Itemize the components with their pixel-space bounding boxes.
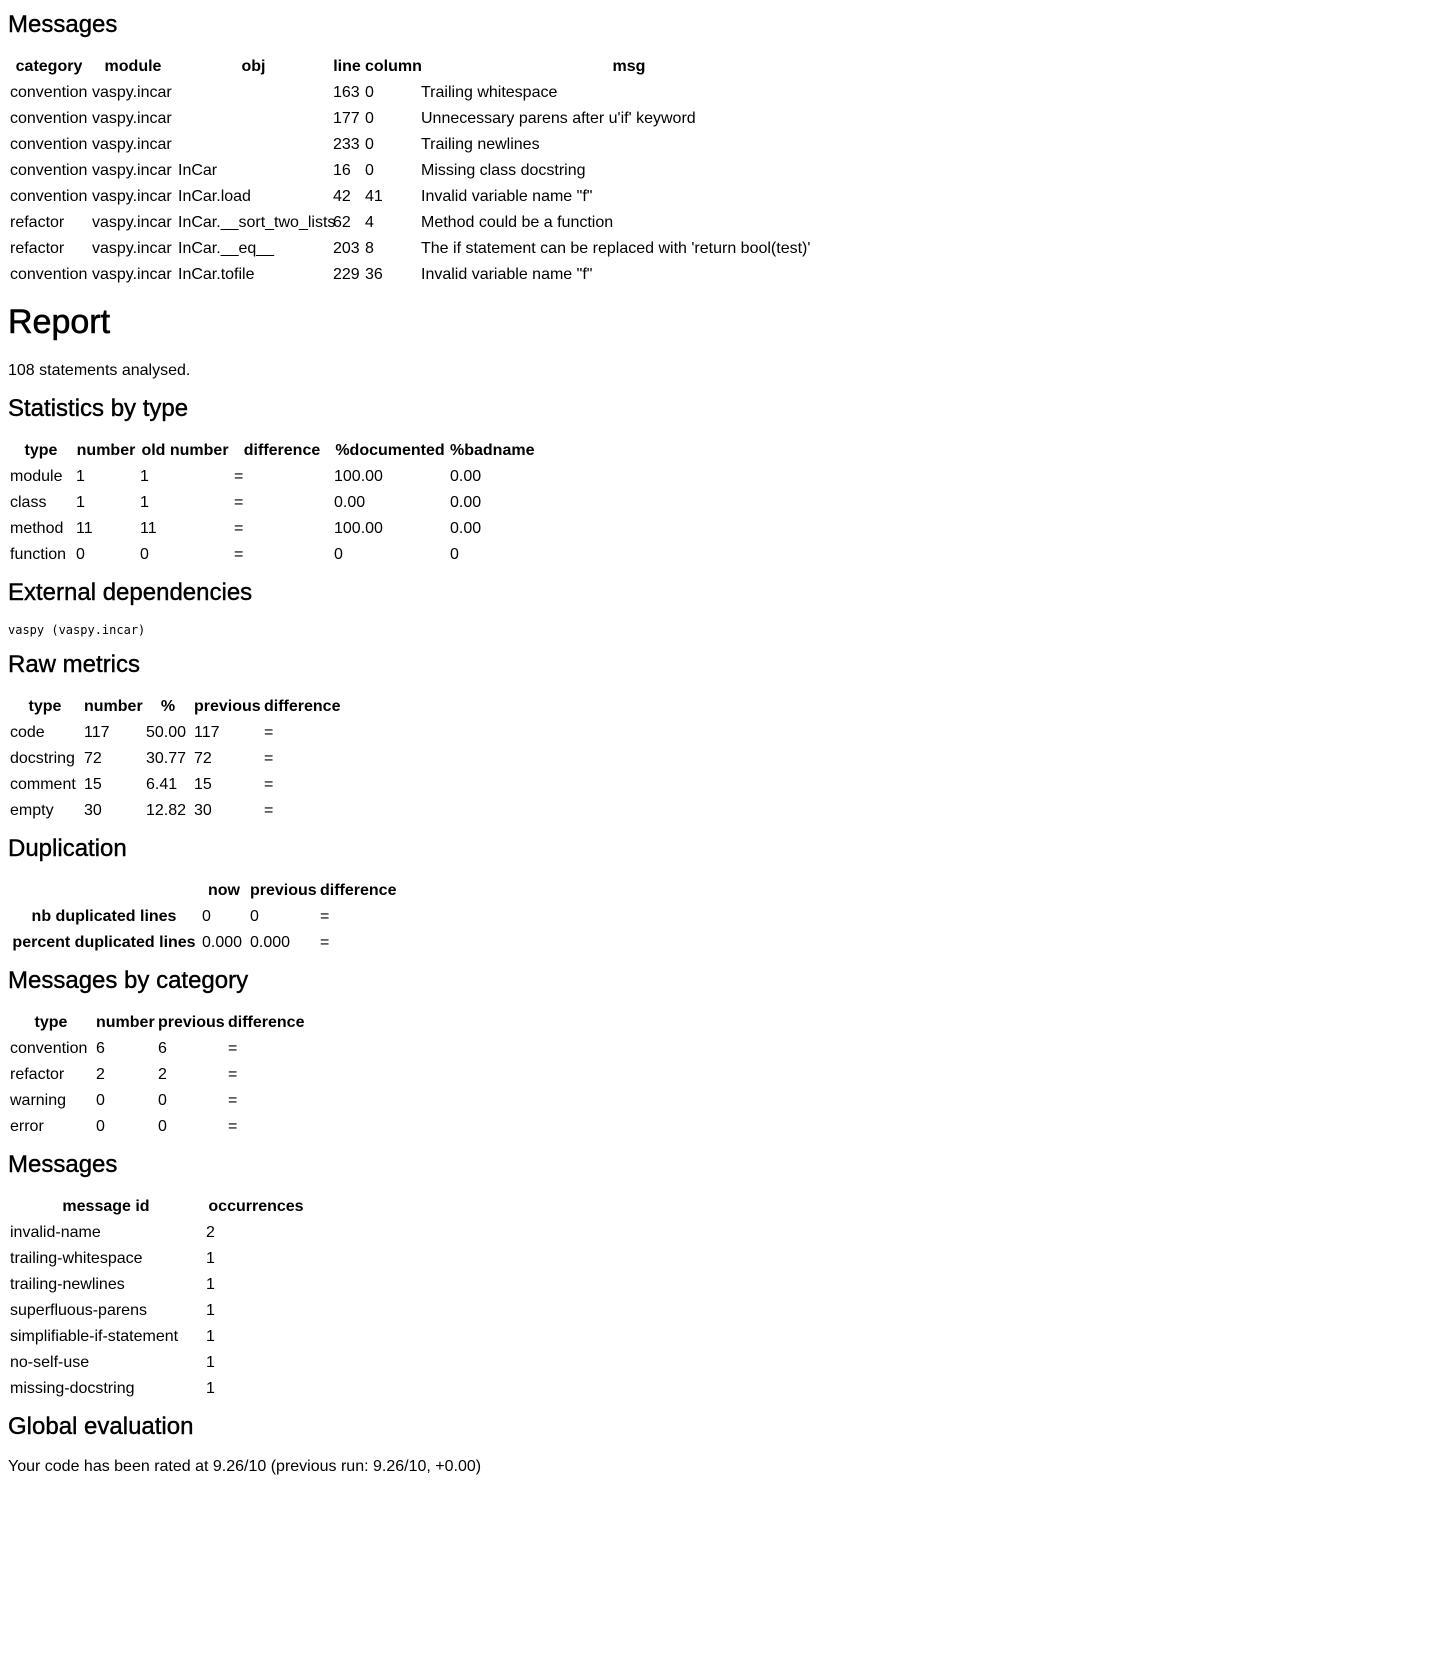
table-row xyxy=(8,184,839,210)
messages-heading: Messages xyxy=(8,11,118,38)
table-cell: = xyxy=(234,468,244,485)
table-cell: class xyxy=(10,494,47,511)
external-dependencies-tree: vaspy (vaspy.incar) xyxy=(8,623,146,637)
table-cell: InCar.load xyxy=(178,188,251,205)
table-cell: docstring xyxy=(10,750,75,767)
table-cell: = xyxy=(234,520,244,537)
table-cell: 177 xyxy=(333,110,360,127)
table-cell: = xyxy=(234,546,244,563)
table-cell: 0 xyxy=(450,546,459,563)
column-header: previous xyxy=(250,882,317,899)
messages-table xyxy=(8,54,839,288)
table-cell: 0 xyxy=(365,84,374,101)
table-cell: 41 xyxy=(365,188,383,205)
column-header: msg xyxy=(612,58,646,75)
table-cell: 0 xyxy=(140,546,149,563)
table-row xyxy=(8,1350,308,1376)
table-cell: 42 xyxy=(333,188,351,205)
report-heading: Report xyxy=(8,303,111,341)
table-cell: 0.00 xyxy=(450,494,482,511)
table-cell: 30.77 xyxy=(146,750,187,767)
table-header-row xyxy=(8,1194,308,1220)
stats-by-type-heading: Statistics by type xyxy=(8,395,189,422)
table-cell: 100.00 xyxy=(334,520,383,537)
column-header: difference xyxy=(243,442,321,459)
table-cell: 0 xyxy=(250,908,259,925)
table-cell: 117 xyxy=(84,724,110,741)
table-cell: InCar xyxy=(178,162,218,179)
table-cell: 1 xyxy=(76,494,85,511)
table-cell: 0.00 xyxy=(334,494,366,511)
global-evaluation-heading: Global evaluation xyxy=(8,1413,194,1440)
table-cell: invalid-name xyxy=(10,1224,101,1241)
table-cell: simplifiable-if-statement xyxy=(10,1328,179,1345)
table-cell: 0.00 xyxy=(450,520,482,537)
table-cell: InCar.tofile xyxy=(178,266,255,283)
table-row xyxy=(8,1088,304,1114)
raw-metrics-table xyxy=(8,694,340,824)
table-cell: 30 xyxy=(194,802,212,819)
table-row xyxy=(8,720,340,746)
table-cell: method xyxy=(10,520,64,537)
messages-summary-heading: Messages xyxy=(8,1151,118,1178)
column-header: module xyxy=(104,58,162,75)
table-header-row xyxy=(8,438,532,464)
table-cell: InCar.__eq__ xyxy=(178,240,275,257)
table-cell: The if statement can be replaced with 'return bool(test)' xyxy=(421,240,811,257)
table-cell: code xyxy=(10,724,45,741)
table-cell: superfluous-parens xyxy=(10,1302,147,1319)
table-cell: 36 xyxy=(365,266,383,283)
table-row xyxy=(8,772,340,798)
column-header: type xyxy=(28,698,62,715)
table-cell: vaspy.incar xyxy=(92,162,172,179)
table-row xyxy=(8,1246,308,1272)
column-header: number xyxy=(84,698,143,715)
table-cell: 0 xyxy=(365,136,374,153)
column-header: difference xyxy=(320,882,397,899)
table-cell: module xyxy=(10,468,63,485)
column-header: old number xyxy=(141,442,229,459)
table-cell: 11 xyxy=(76,520,93,537)
table-cell: refactor xyxy=(10,214,65,231)
table-cell: 1 xyxy=(206,1380,215,1397)
table-cell: 0 xyxy=(334,546,343,563)
table-cell: vaspy.incar xyxy=(92,214,172,231)
table-cell: missing-docstring xyxy=(10,1380,135,1397)
column-header: line xyxy=(333,58,361,75)
column-header: occurrences xyxy=(208,1198,304,1215)
table-cell: Invalid variable name "f" xyxy=(421,266,593,283)
column-header: % xyxy=(160,698,176,715)
table-cell: vaspy.incar xyxy=(92,188,172,205)
table-cell: convention xyxy=(10,136,88,153)
table-cell: 2 xyxy=(206,1224,215,1241)
column-header: number xyxy=(76,442,136,459)
table-header-row xyxy=(8,1010,304,1036)
table-cell: Trailing newlines xyxy=(421,136,540,153)
table-cell: warning xyxy=(10,1092,67,1109)
column-header: category xyxy=(15,58,83,75)
table-row xyxy=(8,516,532,542)
table-row xyxy=(8,1376,308,1402)
column-header: previous xyxy=(194,698,261,715)
table-cell xyxy=(176,80,331,106)
table-cell: 0 xyxy=(158,1092,167,1109)
table-cell: 11 xyxy=(140,520,157,537)
table-row xyxy=(8,464,532,490)
column-header: obj xyxy=(241,58,266,75)
table-cell: InCar.__sort_two_lists xyxy=(178,214,336,231)
table-cell: 1 xyxy=(206,1354,215,1371)
table-cell: 0.000 xyxy=(250,934,291,951)
table-cell: 0 xyxy=(96,1118,105,1135)
table-cell: no-self-use xyxy=(10,1354,90,1371)
table-cell: 6 xyxy=(158,1040,167,1057)
table-cell: nb duplicated lines xyxy=(31,908,177,925)
table-cell: = xyxy=(228,1118,238,1135)
table-cell: Method could be a function xyxy=(421,214,614,231)
table-row xyxy=(8,1272,308,1298)
table-row xyxy=(8,904,396,930)
table-cell: refactor xyxy=(10,1066,65,1083)
table-cell: 2 xyxy=(96,1066,105,1083)
table-cell: 229 xyxy=(333,266,360,283)
table-cell: = xyxy=(320,934,330,951)
table-row xyxy=(8,798,340,824)
table-cell: empty xyxy=(10,802,54,819)
table-cell: 0.000 xyxy=(202,934,243,951)
table-cell: convention xyxy=(10,84,88,101)
table-row xyxy=(8,1114,304,1140)
table-cell: = xyxy=(320,908,330,925)
table-cell: trailing-newlines xyxy=(10,1276,125,1293)
table-cell: 62 xyxy=(333,214,351,231)
table-row xyxy=(8,542,532,568)
table-cell: 117 xyxy=(194,724,220,741)
table-row xyxy=(8,1298,308,1324)
table-row xyxy=(8,1220,308,1246)
table-row xyxy=(8,236,839,262)
table-cell: 15 xyxy=(84,776,102,793)
table-cell: error xyxy=(10,1118,44,1135)
table-cell: convention xyxy=(10,162,88,179)
column-header xyxy=(8,878,200,904)
table-cell: 50.00 xyxy=(146,724,187,741)
table-cell: 6 xyxy=(96,1040,105,1057)
duplication-table xyxy=(8,878,396,956)
table-row xyxy=(8,106,839,132)
table-cell: = xyxy=(228,1040,238,1057)
messages-by-category-table xyxy=(8,1010,304,1140)
table-header-row xyxy=(8,54,839,80)
column-header: difference xyxy=(264,698,341,715)
messages-by-category-heading: Messages by category xyxy=(8,967,249,994)
table-cell: function xyxy=(10,546,67,563)
table-cell: 100.00 xyxy=(334,468,383,485)
table-row xyxy=(8,262,839,288)
table-cell xyxy=(176,106,331,132)
table-cell: refactor xyxy=(10,240,65,257)
table-cell: 12.82 xyxy=(146,802,187,819)
table-cell: convention xyxy=(10,1040,88,1057)
table-cell: 1 xyxy=(140,468,149,485)
table-header-row xyxy=(8,694,340,720)
global-evaluation-text: Your code has been rated at 9.26/10 (previous run: 9.26/10, +0.00) xyxy=(8,1458,482,1475)
column-header: difference xyxy=(228,1014,305,1031)
raw-metrics-heading: Raw metrics xyxy=(8,651,141,678)
table-cell: 8 xyxy=(365,240,374,257)
table-cell: 1 xyxy=(206,1250,215,1267)
table-row xyxy=(8,490,532,516)
table-row xyxy=(8,210,839,236)
table-cell: 1 xyxy=(206,1276,215,1293)
table-cell: = xyxy=(264,724,274,741)
table-row xyxy=(8,1324,308,1350)
table-cell: 72 xyxy=(84,750,102,767)
table-cell: Missing class docstring xyxy=(421,162,586,179)
table-cell: vaspy.incar xyxy=(92,240,172,257)
table-row xyxy=(8,1036,304,1062)
table-row xyxy=(8,930,396,956)
table-cell: Invalid variable name "f" xyxy=(421,188,593,205)
table-cell: vaspy.incar xyxy=(92,266,172,283)
statements-summary: 108 statements analysed. xyxy=(8,362,191,379)
column-header: previous xyxy=(158,1014,225,1031)
column-header: message id xyxy=(62,1198,150,1215)
table-cell: = xyxy=(234,494,244,511)
table-cell: = xyxy=(228,1092,238,1109)
table-cell: = xyxy=(264,776,274,793)
table-row xyxy=(8,158,839,184)
table-row xyxy=(8,1062,304,1088)
column-header: column xyxy=(365,58,422,75)
table-row xyxy=(8,80,839,106)
table-cell: 72 xyxy=(194,750,212,767)
table-cell: percent duplicated lines xyxy=(12,934,196,951)
table-header-row xyxy=(8,878,396,904)
table-cell: comment xyxy=(10,776,76,793)
table-cell: 6.41 xyxy=(146,776,178,793)
table-cell: Unnecessary parens after u'if' keyword xyxy=(421,110,696,127)
table-cell: = xyxy=(264,750,274,767)
column-header: %documented xyxy=(335,442,445,459)
table-cell: 15 xyxy=(194,776,212,793)
external-dependencies-heading: External dependencies xyxy=(8,579,253,606)
table-cell: 1 xyxy=(206,1328,215,1345)
table-cell: 233 xyxy=(333,136,360,153)
table-cell: convention xyxy=(10,188,88,205)
table-cell: 163 xyxy=(333,84,360,101)
table-cell: convention xyxy=(10,266,88,283)
table-cell: 16 xyxy=(333,162,351,179)
table-cell: Trailing whitespace xyxy=(421,84,558,101)
table-cell: 2 xyxy=(158,1066,167,1083)
table-cell: vaspy.incar xyxy=(92,136,172,153)
table-cell: 0.00 xyxy=(450,468,482,485)
table-cell: 0 xyxy=(96,1092,105,1109)
column-header: type xyxy=(34,1014,68,1031)
stats-by-type-table xyxy=(8,438,535,568)
pylint-report-page xyxy=(0,10,1440,1478)
table-cell: vaspy.incar xyxy=(92,110,172,127)
table-cell: 203 xyxy=(333,240,360,257)
column-header: now xyxy=(208,882,240,899)
table-cell: 0 xyxy=(202,908,211,925)
column-header: number xyxy=(96,1014,155,1031)
table-cell: = xyxy=(228,1066,238,1083)
duplication-heading: Duplication xyxy=(8,835,127,862)
table-row xyxy=(8,746,340,772)
table-cell: convention xyxy=(10,110,88,127)
messages-summary-table xyxy=(8,1194,308,1402)
table-cell: 0 xyxy=(76,546,85,563)
table-cell: 1 xyxy=(140,494,149,511)
table-cell: 0 xyxy=(365,110,374,127)
table-cell xyxy=(176,132,331,158)
table-cell: 30 xyxy=(84,802,102,819)
table-cell: trailing-whitespace xyxy=(10,1250,143,1267)
column-header: type xyxy=(24,442,58,459)
table-cell: 1 xyxy=(206,1302,215,1319)
table-cell: 4 xyxy=(365,214,374,231)
table-cell: 0 xyxy=(365,162,374,179)
table-cell: vaspy.incar xyxy=(92,84,172,101)
table-cell: 1 xyxy=(76,468,85,485)
table-cell: 0 xyxy=(158,1118,167,1135)
table-row xyxy=(8,132,839,158)
column-header: %badname xyxy=(450,442,535,459)
table-cell: = xyxy=(264,802,274,819)
